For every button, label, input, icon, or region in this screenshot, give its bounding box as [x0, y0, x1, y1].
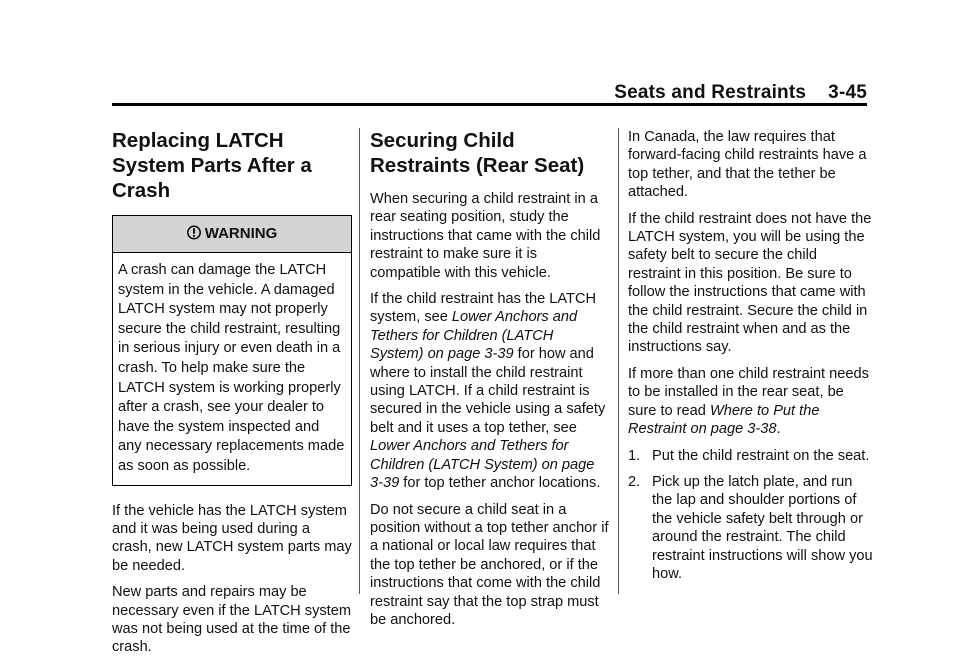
paragraph: Do not secure a child seat in a position without a top tether anchor if a national or local law requires that the top tether be anchored, or if the instructions that come with the child restraint say that the top strap must be anchored. [370, 501, 609, 628]
column-divider [359, 128, 360, 594]
list-item [628, 447, 873, 465]
paragraph [370, 290, 610, 492]
column-right [628, 128, 873, 591]
header-rule [112, 103, 867, 106]
text-run: . [776, 421, 781, 438]
page-header [614, 82, 867, 104]
section-title: Seats and Restraints [614, 82, 807, 103]
column-middle [370, 128, 610, 637]
cross-reference-link[interactable]: Where to Put the Restraint on page 3-38 [628, 402, 820, 438]
warning-text: A crash can damage the LATCH system in the vehicle. A damaged LATCH system may not properly secure the child restraint, resulting in serious injury or even death in a crash. To help make sure the LATCH system is working properly after a crash, see your dealer to have the system inspected and any necessary replacements made as soon as possible. [118, 262, 345, 474]
cross-reference-link[interactable]: Lower Anchors and Tethers for Children (LATCH System) on page 3-39 [370, 438, 595, 492]
paragraph: New parts and repairs may be necessary even if the LATCH system was not being used at the time of the crash. [112, 584, 351, 656]
page-number: 3-45 [828, 82, 867, 103]
text-run: for top tether anchor locations. [399, 475, 601, 492]
step-text: Pick up the latch plate, and run the lap and shoulder portions of the vehicle safety belt through or around the restraint. The child restraint instructions will show you how. [652, 473, 873, 582]
paragraph: If the child restraint does not have the LATCH system, you will be using the safety belt to secure the child restraint in this position. Be sure to follow the instructions that came with the child restraint. Secure the child in the child restraint when and as the instructions say. [628, 210, 872, 356]
step-text: Put the child restraint on the seat. [652, 447, 870, 464]
section-heading: Securing Child Restraints (Rear Seat) [370, 129, 585, 177]
column-divider [618, 128, 619, 594]
column-left [112, 128, 352, 665]
paragraph: When securing a child restraint in a rear seating position, study the instructions that came with the child restraint to make sure it is compatible with this vehicle. [370, 191, 601, 281]
text-run: If the child restraint has the LATCH system, see [370, 291, 597, 326]
steps-list [628, 447, 873, 584]
warning-header [113, 216, 351, 253]
text-run: If more than one child restraint needs to be installed in the rear seat, be sure to read [628, 365, 869, 419]
paragraph: If the vehicle has the LATCH system and it was being used during a crash, new LATCH system parts may be needed. [112, 502, 352, 574]
cross-reference-link[interactable]: Lower Anchors and Tethers for Children (LATCH System) on page 3-39 [370, 309, 578, 363]
step-number: 2. [628, 473, 641, 490]
section-heading: Replacing LATCH System Parts After a Crash [112, 129, 312, 202]
warning-icon [187, 218, 201, 233]
warning-label: WARNING [204, 225, 278, 242]
list-item [628, 473, 873, 583]
paragraph [628, 365, 873, 439]
text-run: for how and where to install the child restraint using LATCH. If a child restraint is secured in the vehicle using a safety belt and it uses a top tether, see [370, 346, 606, 436]
step-number: 1. [628, 447, 641, 464]
paragraph: In Canada, the law requires that forward-facing child restraints have a top tether, and that the tether be attached. [628, 129, 867, 201]
warning-box [112, 215, 352, 486]
